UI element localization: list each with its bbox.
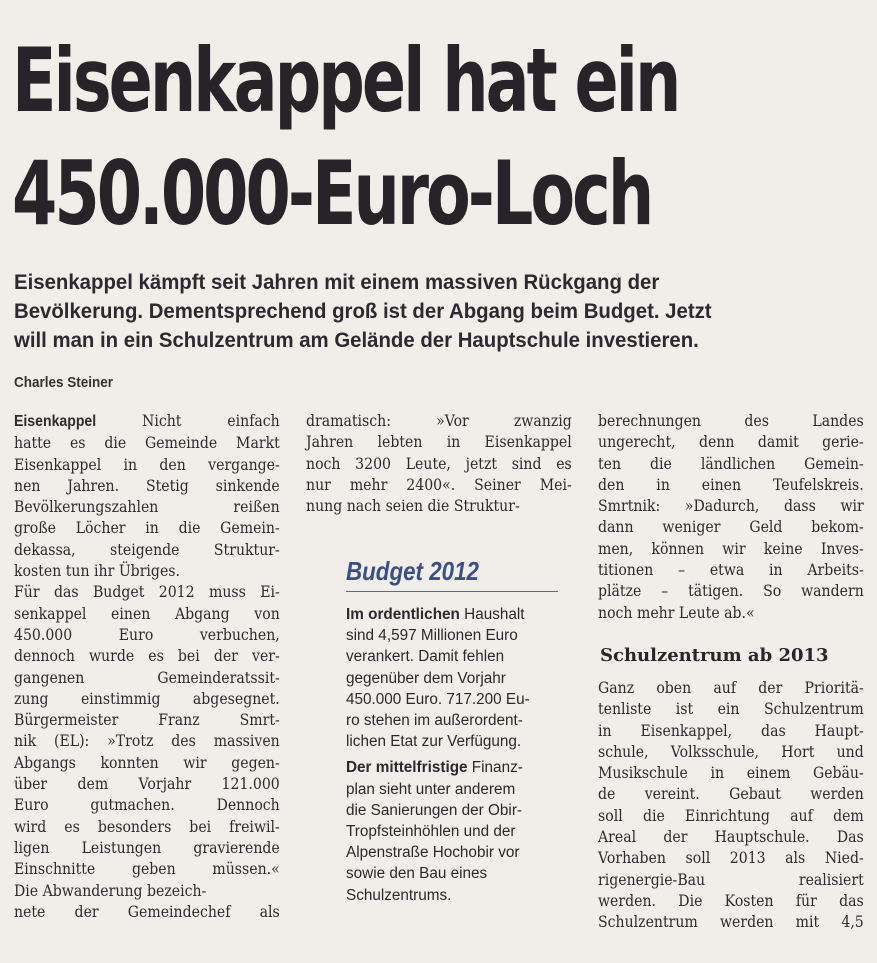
text-line: Ganz oben auf der Prioritä- [598, 678, 864, 697]
text-line: Bevölkerungszahlen reißen [14, 497, 280, 517]
text-line: Für das Budget 2012 muss Ei- [14, 582, 280, 602]
author-byline: Charles Steiner [14, 374, 114, 391]
first-line-text: Nicht einfach [96, 411, 280, 430]
lead-line-3: will man in ein Schulzentrum am Gelände der Hauptschule investieren. [14, 329, 699, 352]
column-1-first-line [14, 410, 280, 432]
text-line: nik (EL): »Trotz des massiven [14, 731, 280, 751]
headline-line-1: Eisenkappel hat ein [12, 29, 679, 132]
text-line: berechnungen des Landes [598, 411, 864, 430]
text-line: nung nach seien die Struktur- [306, 496, 520, 516]
text-line: sowie den Bau eines [346, 865, 488, 883]
text-line: Musikschule in einem Gebäu- [598, 763, 864, 783]
text-line: Jahren lebten in Eisenkappel [306, 432, 572, 452]
box-paragraph-1 [346, 625, 560, 752]
text-line: Vorhaben soll 2013 als Nied- [598, 848, 864, 868]
text-line: werden. Die Kosten für das [598, 890, 864, 910]
text-line: Alpenstraße Hochobir vor [346, 844, 520, 862]
column-3-lines-bottom [598, 677, 864, 933]
text-line: soll die Einrichtung auf dem [598, 805, 864, 825]
box-paragraph-2 [346, 757, 560, 905]
text-line: Schulzentrum werden mit 4,5 [598, 912, 864, 932]
lead-line-2: Bevölkerung. Dementsprechend groß ist der Abgang beim Budget. Jetzt [14, 300, 712, 323]
text-line: Schulzentrums. [346, 886, 452, 904]
text-line: Einschnitte geben müssen.« [14, 859, 280, 879]
headline-line-2: 450.000-Euro-Loch [12, 142, 652, 245]
text-line: gegenüber dem Vorjahr [346, 669, 506, 687]
text-line: dekassa, steigende Struktur- [14, 539, 280, 559]
lead-line-1: Eisenkappel kämpft seit Jahren mit einem massiven Rückgang der [14, 271, 660, 294]
column-1-lines [14, 432, 280, 922]
text-line: de vereint. Gebaut werden [598, 784, 864, 804]
text-line: wird es besonders bei freiwil- [14, 816, 280, 836]
text-line: den in einen Teufelskreis. [598, 474, 864, 494]
text-line: ro stehen im außerordent- [346, 712, 523, 730]
text-line: große Löcher in die Gemein- [14, 518, 280, 538]
text-line: ten die ländlichen Gemein- [598, 453, 864, 473]
text-line: plan sieht unter anderem [346, 780, 516, 798]
box-p2-first-line [346, 757, 560, 778]
text-line: Euro gutmachen. Dennoch [14, 795, 280, 815]
text-line: über dem Vorjahr 121.000 [14, 774, 280, 794]
box-p1-lead: Im ordentlichen [346, 606, 460, 623]
text-line: zung einstimmig abgesegnet. [14, 688, 280, 708]
box-p1-first-text: Haushalt [459, 606, 525, 623]
article-column-3-continued [598, 677, 864, 933]
text-line: schule, Volksschule, Hort und [598, 741, 864, 761]
text-line: rigenergie-Bau realisiert [598, 869, 864, 889]
text-line: 450.000 Euro verbuchen, [14, 624, 280, 644]
box-p1-first-line [346, 604, 560, 625]
text-line: dramatisch: »Vor zwanzig [306, 411, 572, 430]
text-line: hatte es die Gemeinde Markt [14, 433, 280, 453]
text-line: in Eisenkappel, das Haupt- [598, 720, 864, 740]
text-line: ligen Leistungen gravierende [14, 837, 280, 857]
section-subheading: Schulzentrum ab 2013 [600, 645, 829, 666]
text-line: titionen – etwa in Arbeits- [598, 560, 864, 580]
box-paragraph-2-lines [346, 779, 560, 906]
text-line: Areal der Hauptschule. Das [598, 827, 864, 847]
text-line: tenliste ist ein Schulzentrum [598, 699, 864, 719]
article-column-3 [598, 410, 864, 623]
box-title: Budget 2012 [346, 556, 479, 586]
article-column-1 [14, 410, 280, 922]
kicker: Eisenkappel [14, 413, 97, 430]
column-3-lines-top [598, 410, 864, 623]
box-p2-lead: Der mittelfristige [346, 759, 468, 777]
headline [12, 24, 679, 250]
text-line: dann weniger Geld bekom- [598, 517, 864, 537]
article-column-2 [306, 410, 574, 516]
text-line: Eisenkappel in den vergange- [14, 454, 280, 474]
text-line: kosten tun ihr Übriges. [14, 561, 180, 581]
column-2-lines [306, 410, 572, 516]
text-line: noch mehr Leute ab.« [598, 602, 755, 622]
text-line: Smrtnik: »Dadurch, dass wir [598, 496, 864, 516]
text-line: plätze – tätigen. So wandern [598, 581, 864, 601]
text-line: Tropfsteinhöhlen und der [346, 823, 516, 841]
text-line: senkappel einen Abgang von [14, 603, 280, 623]
text-line: Abgangs konnten wir gegen- [14, 752, 280, 772]
budget-info-box [346, 556, 560, 906]
lead-paragraph [14, 268, 848, 355]
text-line: men, können wir keine Inves- [598, 538, 864, 558]
box-p2-first-text: Finanz- [467, 759, 523, 777]
text-line: die Sanierungen der Obir- [346, 801, 523, 819]
box-body [346, 604, 560, 906]
text-line: verankert. Damit fehlen [346, 648, 505, 666]
text-line: nete der Gemeindechef als [14, 901, 280, 921]
text-line: nen Jahren. Stetig sinkende [14, 475, 280, 495]
text-line: gangenen Gemeinderatssit- [14, 667, 280, 687]
text-line: Die Abwanderung bezeich- [14, 880, 207, 900]
text-line: dennoch wurde es bei der ver- [14, 646, 280, 666]
text-line: 450.000 Euro. 717.200 Eu- [346, 690, 530, 708]
text-line: nur mehr 2400«. Seiner Mei- [306, 474, 572, 494]
text-line: ungerecht, denn damit gerie- [598, 432, 864, 452]
box-divider [346, 591, 558, 592]
text-line: sind 4,597 Millionen Euro [346, 627, 518, 645]
text-line: Bürgermeister Franz Smrt- [14, 710, 280, 730]
text-line: noch 3200 Leute, jetzt sind es [306, 453, 572, 473]
text-line: lichen Etat zur Verfügung. [346, 733, 522, 751]
